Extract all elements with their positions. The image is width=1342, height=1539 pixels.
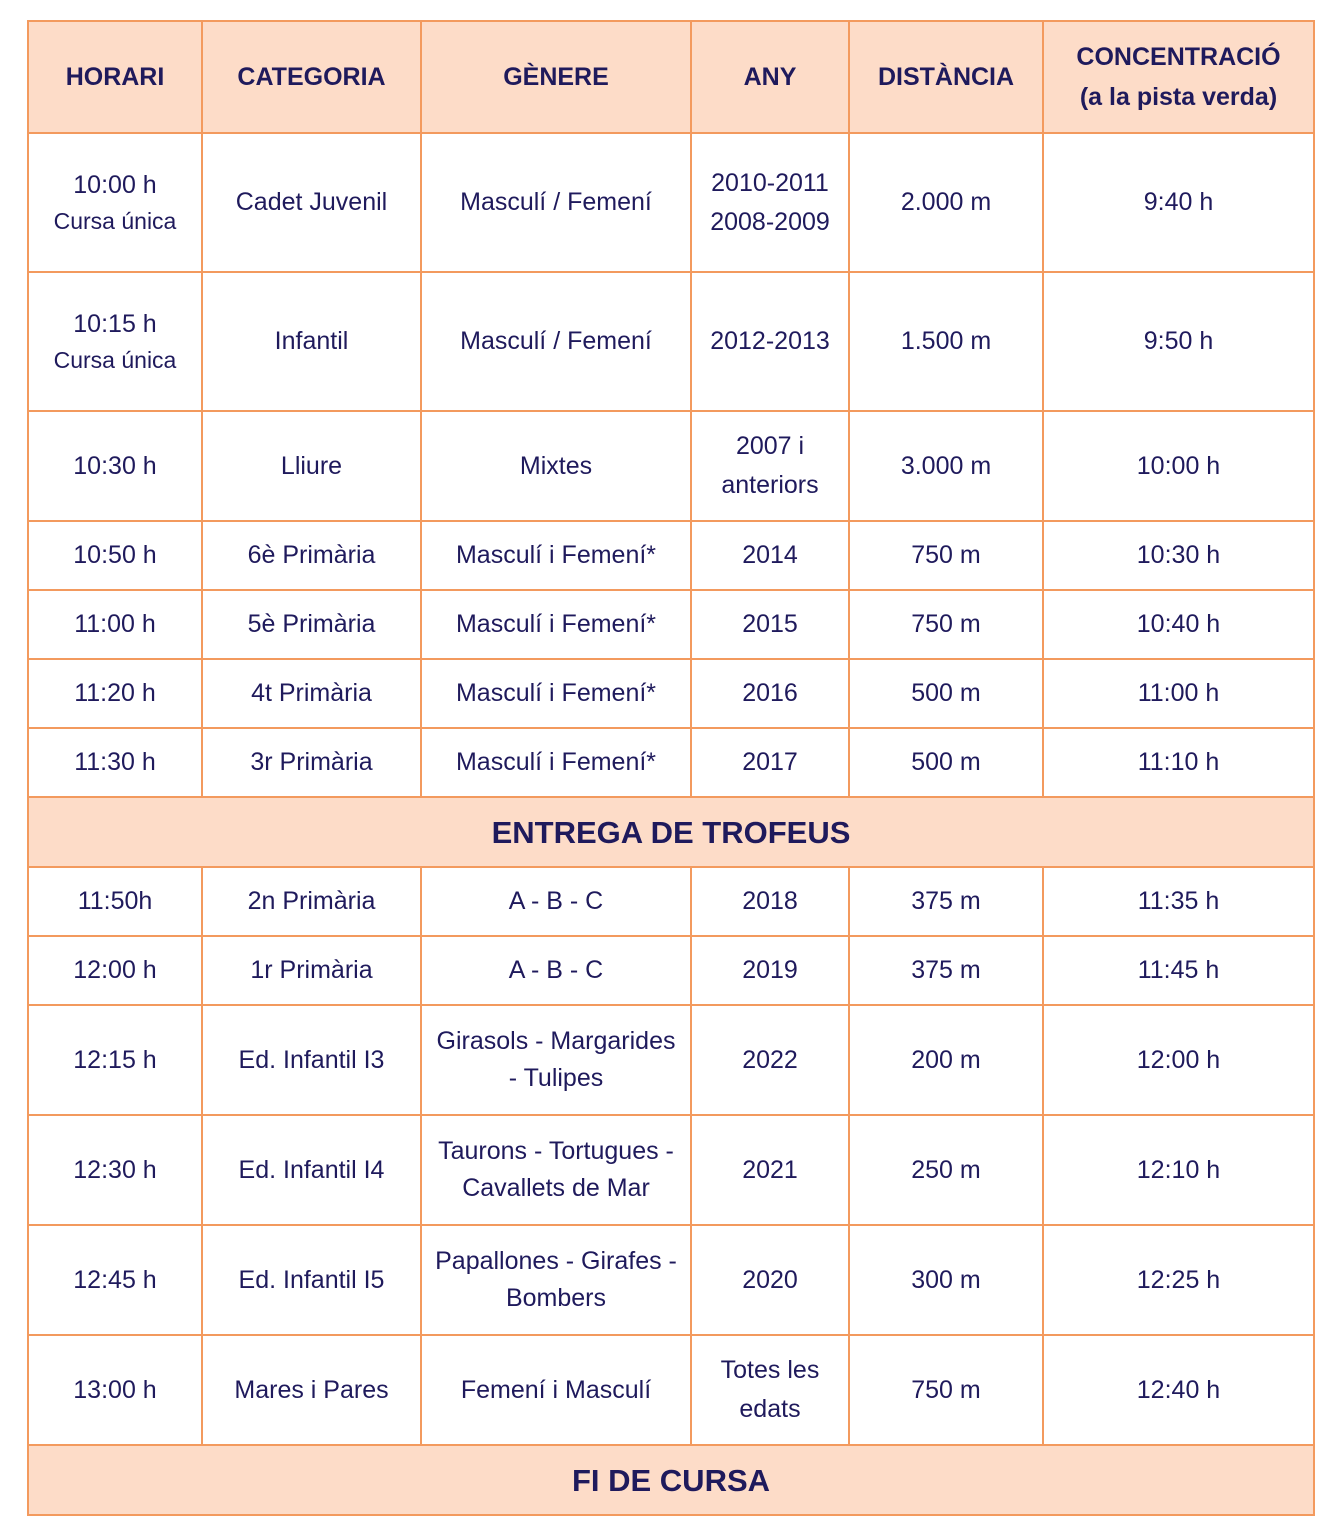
table-row: [28, 272, 1314, 411]
cell-concentracio: 10:00 h: [1043, 411, 1314, 521]
cell-horari: 12:45 h: [28, 1225, 202, 1335]
any-line: 2007 i: [735, 432, 805, 460]
cell-genere: Masculí i Femení*: [421, 659, 691, 728]
cell-genere: Masculí i Femení*: [421, 728, 691, 797]
cell-horari: 12:00 h: [28, 936, 202, 1005]
cell-horari: 13:00 h: [28, 1335, 202, 1445]
cell-categoria: 1r Primària: [202, 936, 421, 1005]
cell-any: [691, 411, 849, 521]
header-genere: GÈNERE: [421, 21, 691, 133]
section-band-row: [28, 797, 1314, 867]
genere-line: Cavallets de Mar: [462, 1174, 650, 1202]
table-row: [28, 590, 1314, 659]
cell-concentracio: 10:40 h: [1043, 590, 1314, 659]
cell-genere: Mixtes: [421, 411, 691, 521]
cell-categoria: Infantil: [202, 272, 421, 411]
cell-distancia: 375 m: [849, 936, 1043, 1005]
end-of-race-band: FI DE CURSA: [28, 1445, 1314, 1515]
table-row: [28, 1115, 1314, 1225]
cell-concentracio: 10:30 h: [1043, 521, 1314, 590]
horari-time: 10:15 h: [73, 309, 157, 338]
cell-any: 2016: [691, 659, 849, 728]
cell-concentracio: 12:25 h: [1043, 1225, 1314, 1335]
cell-distancia: 300 m: [849, 1225, 1043, 1335]
cell-genere: Masculí / Femení: [421, 133, 691, 272]
horari-note: Cursa única: [53, 207, 177, 234]
cell-concentracio: 9:40 h: [1043, 133, 1314, 272]
cell-genere: [421, 1005, 691, 1115]
cell-categoria: Mares i Pares: [202, 1335, 421, 1445]
table-row: [28, 1335, 1314, 1445]
cell-distancia: 500 m: [849, 659, 1043, 728]
cell-categoria: Ed. Infantil I4: [202, 1115, 421, 1225]
table-row: [28, 521, 1314, 590]
cell-distancia: 1.500 m: [849, 272, 1043, 411]
cell-horari: 11:20 h: [28, 659, 202, 728]
cell-concentracio: 11:45 h: [1043, 936, 1314, 1005]
cell-concentracio: 11:10 h: [1043, 728, 1314, 797]
cell-any: [691, 133, 849, 272]
table-row: [28, 867, 1314, 936]
cell-genere: Masculí i Femení*: [421, 590, 691, 659]
cell-categoria: Ed. Infantil I5: [202, 1225, 421, 1335]
table-row: [28, 936, 1314, 1005]
cell-any: 2014: [691, 521, 849, 590]
cell-categoria: Lliure: [202, 411, 421, 521]
cell-any: [691, 1335, 849, 1445]
race-schedule-table: [27, 20, 1315, 1516]
cell-any: 2022: [691, 1005, 849, 1115]
any-line: edats: [739, 1395, 801, 1423]
table-row: [28, 728, 1314, 797]
cell-concentracio: 12:10 h: [1043, 1115, 1314, 1225]
any-line: 2010-2011: [711, 168, 829, 197]
cell-horari: 10:30 h: [28, 411, 202, 521]
cell-horari: 11:50h: [28, 867, 202, 936]
cell-categoria: 2n Primària: [202, 867, 421, 936]
header-distancia: DISTÀNCIA: [849, 21, 1043, 133]
cell-any: 2015: [691, 590, 849, 659]
table-row: [28, 659, 1314, 728]
cell-any: 2021: [691, 1115, 849, 1225]
cell-horari: 12:15 h: [28, 1005, 202, 1115]
cell-genere: [421, 1115, 691, 1225]
cell-horari: [28, 272, 202, 411]
genere-line: Taurons - Tortugues -: [438, 1137, 674, 1165]
cell-distancia: 2.000 m: [849, 133, 1043, 272]
any-line: 2008-2009: [710, 207, 830, 236]
header-row: [28, 21, 1314, 133]
table-row: [28, 1225, 1314, 1335]
cell-categoria: 4t Primària: [202, 659, 421, 728]
cell-horari: 11:30 h: [28, 728, 202, 797]
section-band-row: [28, 1445, 1314, 1515]
table-row: [28, 133, 1314, 272]
cell-concentracio: 12:40 h: [1043, 1335, 1314, 1445]
cell-categoria: Cadet Juvenil: [202, 133, 421, 272]
cell-categoria: 3r Primària: [202, 728, 421, 797]
cell-distancia: 750 m: [849, 1335, 1043, 1445]
table-header: [28, 21, 1314, 133]
cell-genere: [421, 1225, 691, 1335]
trophies-band: ENTREGA DE TROFEUS: [28, 797, 1314, 867]
table-row: [28, 411, 1314, 521]
cell-horari: 10:50 h: [28, 521, 202, 590]
cell-horari: [28, 133, 202, 272]
cell-any: 2012-2013: [691, 272, 849, 411]
cell-distancia: 375 m: [849, 867, 1043, 936]
cell-genere: A - B - C: [421, 867, 691, 936]
header-categoria: CATEGORIA: [202, 21, 421, 133]
header-any: ANY: [691, 21, 849, 133]
genere-line: Girasols - Margarides: [436, 1027, 676, 1055]
horari-time: 10:00 h: [73, 170, 157, 199]
cell-distancia: 750 m: [849, 590, 1043, 659]
genere-line: Papallones - Girafes -: [435, 1247, 677, 1275]
cell-distancia: 500 m: [849, 728, 1043, 797]
cell-categoria: 6è Primària: [202, 521, 421, 590]
cell-distancia: 3.000 m: [849, 411, 1043, 521]
cell-genere: Masculí i Femení*: [421, 521, 691, 590]
table-row: [28, 1005, 1314, 1115]
header-horari: HORARI: [28, 21, 202, 133]
header-concentracio: [1043, 21, 1314, 133]
cell-genere: Masculí / Femení: [421, 272, 691, 411]
header-concentracio-note: (a la pista verda): [1079, 83, 1278, 111]
cell-genere: A - B - C: [421, 936, 691, 1005]
table-body: [28, 133, 1314, 1515]
cell-concentracio: 11:35 h: [1043, 867, 1314, 936]
cell-distancia: 250 m: [849, 1115, 1043, 1225]
cell-any: 2018: [691, 867, 849, 936]
cell-distancia: 750 m: [849, 521, 1043, 590]
cell-any: 2020: [691, 1225, 849, 1335]
genere-line: Bombers: [505, 1284, 607, 1312]
cell-distancia: 200 m: [849, 1005, 1043, 1115]
cell-horari: 11:00 h: [28, 590, 202, 659]
cell-any: 2017: [691, 728, 849, 797]
any-line: Totes les: [720, 1356, 820, 1384]
genere-line: - Tulipes: [508, 1064, 604, 1092]
header-concentracio-title: CONCENTRACIÓ: [1076, 43, 1281, 71]
any-line: anteriors: [721, 471, 819, 499]
cell-concentracio: 11:00 h: [1043, 659, 1314, 728]
horari-note: Cursa única: [53, 346, 177, 373]
cell-horari: 12:30 h: [28, 1115, 202, 1225]
cell-any: 2019: [691, 936, 849, 1005]
cell-categoria: 5è Primària: [202, 590, 421, 659]
cell-genere: Femení i Masculí: [421, 1335, 691, 1445]
cell-concentracio: 12:00 h: [1043, 1005, 1314, 1115]
cell-concentracio: 9:50 h: [1043, 272, 1314, 411]
cell-categoria: Ed. Infantil I3: [202, 1005, 421, 1115]
